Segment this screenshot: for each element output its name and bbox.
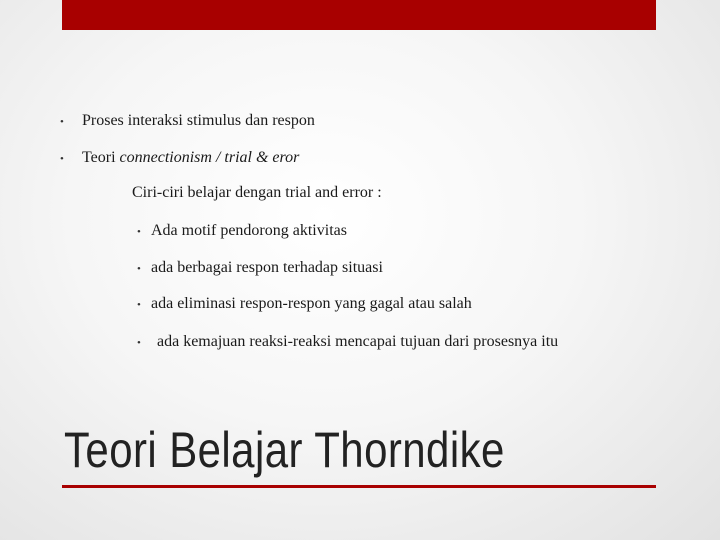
bullet-item-2 [60,148,299,169]
bullet-dot-icon: • [137,337,141,349]
bullet-item-1 [60,111,315,132]
slide-title: Teori Belajar Thorndike [64,422,505,478]
bullet-text: Proses interaksi stimulus dan respon [82,112,315,129]
sub-bullet-item-1 [137,221,347,242]
sub-bullet-item-2 [137,258,383,279]
bullet-text-prefix: Teori [82,149,120,166]
bullet-dot-icon: • [137,226,141,238]
sub-bullet-item-3 [137,294,472,315]
bullet-text [82,148,299,168]
subheading: Ciri-ciri belajar dengan trial and error : [132,184,382,201]
bullet-dot-icon: • [60,116,64,128]
sub-bullet-text: ada eliminasi respon-respon yang gagal atau salah [151,295,472,312]
bullet-dot-icon: • [60,153,64,165]
sub-bullet-text: Ada motif pendorong aktivitas [151,222,347,239]
bullet-dot-icon: • [137,263,141,275]
sub-bullet-text: ada berbagai respon terhadap situasi [151,259,383,276]
top-accent-bar [62,0,656,30]
sub-bullet-item-4 [137,332,558,353]
sub-bullet-text: ada kemajuan reaksi-reaksi mencapai tujuan dari prosesnya itu [157,333,559,350]
bullet-dot-icon: • [137,299,141,311]
title-underline [62,485,656,488]
bullet-text-italic: connectionism / trial & eror [119,149,300,166]
